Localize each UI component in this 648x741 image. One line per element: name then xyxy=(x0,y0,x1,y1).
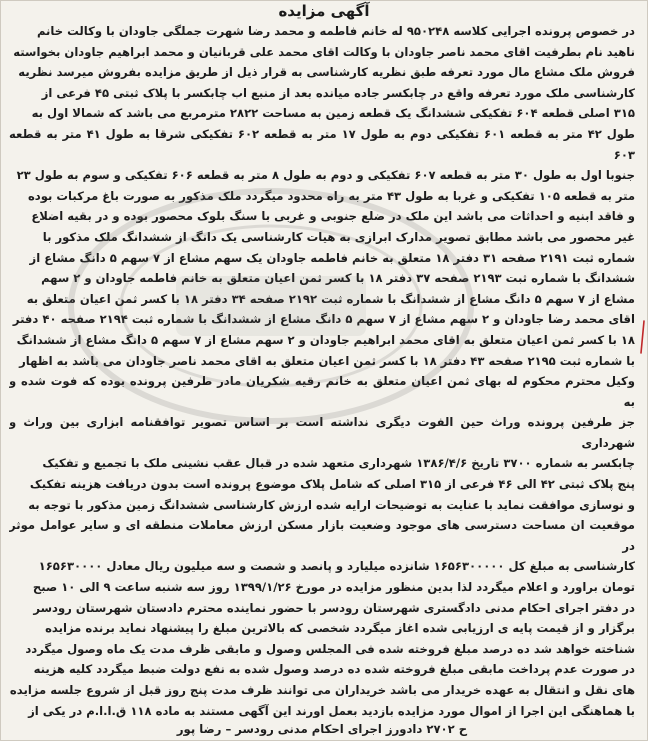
notice-line: و نوسازی موافقت نماید با عنایت به توضیحات ارایه شده ارزش کارشناسی ششدانگ زمین مذکور با توجه به xyxy=(28,497,635,512)
notice-line: جنوبا اول به طول ۳۰ متر به قطعه ۶۰۷ تفکیکی و دوم به طول ۸ متر به قطعه ۶۰۶ تفکیکی و سوم به طول ۲۳ xyxy=(16,168,635,183)
notice-line: در دفتر اجرای احکام مدنی دادگستری شهرستان رودسر با حضور نماینده محترم دادستان شهرستان رودسر xyxy=(33,600,635,615)
notice-line: و فاقد ابنیه و احداثات می باشد این ملک در ضلع جنوبی و غربی با سنگ بلوک محصور بوده و در بقیه اضلاع xyxy=(31,209,635,224)
notice-line: ۳۱۵ اصلی قطعه ۶۰۴ تفکیکی ششدانگ یک قطعه زمین به مساحت ۲۸۲۲ مترمربع می باشد که شمالا اول به xyxy=(31,106,635,121)
notice-line: برگزار و از قیمت پایه ی ارزیابی شده اغاز میگردد شخصی که بالاترین مبلغ را پیشنهاد نماید برنده مزایده xyxy=(45,621,635,636)
notice-footer: ح ۲۷۰۲ دادورز اجرای احکام مدنی رودسر – رضا پور xyxy=(176,722,468,736)
notice-line: با شماره ثبت ۲۱۹۵ صفحه ۴۳ دفتر ۱۸ با کسر ثمن اعیان متعلق به اقای محمد ناصر جاودان می باشد به اظهار xyxy=(19,353,635,368)
notice-line: مشاع از ۷ سهم ۵ دانگ مشاع از ششدانگ با شماره ثبت ۲۱۹۲ صفحه ۳۴ دفتر ۱۸ با کسر ثمن اعیان متعلق به xyxy=(26,291,635,306)
red-margin-mark xyxy=(637,319,647,355)
notice-line: ناهید نام بطرفیت اقای محمد ناصر جاودان با وکالت اقای محمد علی قربانیان و محمد ابراهیم جاودان بخواسته xyxy=(13,44,635,59)
notice-line: متر به قطعه ۱۰۵ تفکیکی و غربا به طول ۴۳ متر به راه محدود میگردد ملک مذکور به صورت باغ مرکبات بوده xyxy=(27,188,635,203)
notice-line: پنج پلاک ثبتی ۴۲ الی ۴۶ فرعی از ۳۱۵ اصلی که شامل پلاک موضوع پرونده است بدون دریافت هزینه تفکیک xyxy=(29,477,635,492)
notice-line: جز طرفین پرونده وراث حین الفوت دیگری نداشته است بر اساس تصویر توافقنامه ابزاری بین وراث و شهرداری xyxy=(9,415,635,450)
notice-line: های نقل و انتقال به عهده خریدار می باشد خریداران می توانند ظرف مدت پنج روز قبل از شروع جلسه مزایده xyxy=(9,683,635,697)
notice-line: چابکسر به شماره ۳۷۰۰ تاریخ ۱۳۸۶/۴/۶ شهرداری متعهد شده در قبال عقب نشینی ملک با تجمیع و تفکیک xyxy=(42,456,635,471)
notice-line: فروش ملک مشاع مال مورد تعرفه طبق نظریه کارشناسی به قرار ذیل از طریق مزایده بفروش میرسد نظریه xyxy=(18,65,635,80)
notice-line: ۱۸ با کسر ثمن اعیان متعلق به اقای محمد ابراهیم جاودان و ۲ سهم مشاع از ۷ سهم ۵ دانگ مشاع از ششدانگ xyxy=(16,332,635,347)
notice-line: تومان براورد و اعلام میگردد لذا بدین منظور مزایده در مورخ ۱۳۹۹/۱/۲۶ روز سه شنبه ساعت ۹ الی ۱۰ صبح xyxy=(32,580,635,595)
notice-line: در صورت عدم پرداخت مابقی مبلغ فروخته شده ده درصد وصول شده به نفع دولت ضبط میگردد کلیه هزینه xyxy=(33,662,635,677)
notice-line: با هماهنگی این اجرا از اموال مورد مزایده بازدید بعمل اورند این آگهی مستند به ماده ۱۱۸ ق.ا.ا.م در یکی از xyxy=(28,703,635,718)
notice-line: در خصوص پرونده اجرایی کلاسه ۹۵۰۲۴۸ له خانم فاطمه و محمد رضا شهرت جملگی جاودان با وکالت خانم xyxy=(36,24,635,38)
notice-line: اقای محمد رضا جاودان و ۲ سهم مشاع از ۷ سهم ۵ دانگ مشاع از ششدانگ با شماره ثبت ۲۱۹۴ صفحه ۴۰ دفتر xyxy=(12,312,635,327)
notice-line: غیر محصور می باشد مطابق تصویر مدارک ابرازی به هیات کارشناسی یک دانگ از ششدانگ ملک مذکور با xyxy=(42,229,635,244)
notice-line: کارشناسی ملک مورد تعرفه واقع در چابکسر جاده میانده بعد از منبع اب چابکسر با پلاک ثبتی ۴۵ فرعی از xyxy=(41,85,635,100)
notice-line: ششدانگ با شماره ثبت ۲۱۹۳ صفحه ۳۷ دفتر ۱۸ با کسر ثمن اعیان متعلق به خانم فاطمه جاودان و ۲ سهم xyxy=(41,271,635,286)
notice-body xyxy=(9,21,635,719)
notice-line: شناخته خواهد شد ده درصد مبلغ فروخته شده فی المجلس وصول و مابقی ظرف مدت یک ماه وصول میگردد xyxy=(25,641,635,656)
notice-title: آگهی مزایده xyxy=(278,2,370,20)
notice-line: طول ۴۲ متر به قطعه ۶۰۱ تفکیکی دوم به طول ۱۷ متر به قطعه ۶۰۲ تفکیکی شرقا به طول ۴۱ متر به قطعه ۶۰۳ xyxy=(9,126,635,162)
notice-line: وکیل محترم محکوم له بهای ثمن اعیان متعلق به خانم رقیه شکریان مادر طرفین پرونده بوده که فوت شده و به xyxy=(9,374,635,409)
notice-line: موقعیت ان مساحت دسترسی های موجود وضعیت بازار مسکن ارزش معاملات منطقه ای و سایر عوامل موثر در xyxy=(9,518,635,553)
notice-line: شماره ثبت ۲۱۹۱ صفحه ۳۱ دفتر ۱۸ متعلق به خانم فاطمه جاودان یک سهم مشاع از ۷ سهم ۵ دانگ مشاع از xyxy=(29,250,635,265)
notice-line: کارشناسی به مبلغ کل ۱۶۵۶۳۰۰۰۰۰ شانزده میلیارد و پانصد و شصت و سه میلیون ریال معادل ۱۶۵۶۳۰۰۰۰ xyxy=(38,559,635,574)
